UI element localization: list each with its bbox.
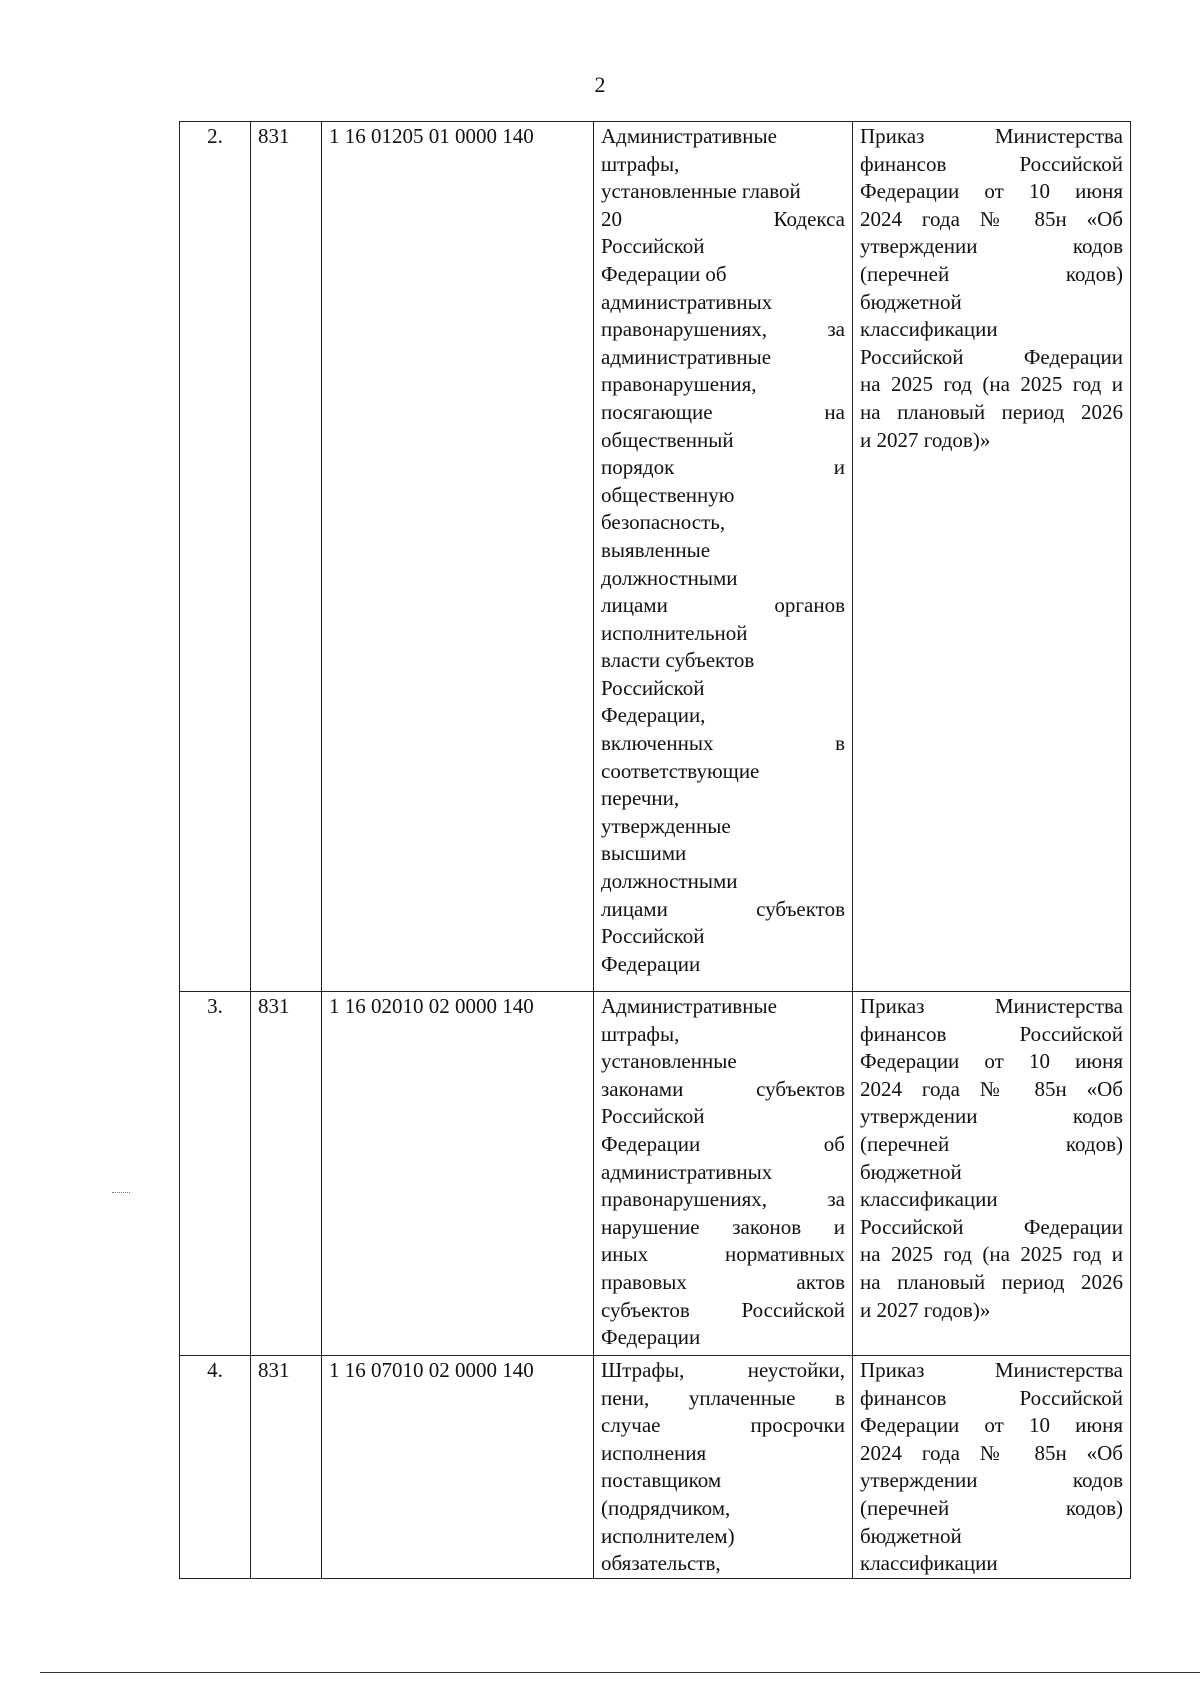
budget-code-cell: 1 16 01205 01 0000 140 — [322, 122, 594, 992]
text-line: исполнителем) — [601, 1523, 735, 1548]
text-line: 20 Кодекса — [601, 206, 845, 231]
text-line: случае просрочки — [601, 1413, 845, 1438]
text-line: 2024 года № 85н «Об — [860, 1440, 1123, 1465]
income-name-cell — [594, 992, 853, 1356]
text-line: Федерации от 10 июня — [860, 1049, 1123, 1074]
text-line: должностными — [601, 869, 738, 894]
text-line: утверждении кодов — [860, 1104, 1123, 1129]
text-line: финансов Российской — [860, 1385, 1123, 1410]
text-line: Российской — [601, 234, 705, 259]
page-number: 2 — [594, 72, 606, 97]
text-line: выявленные — [601, 537, 711, 562]
text-line: на плановый период 2026 — [860, 1269, 1123, 1294]
text-line: Российской Федерации — [860, 344, 1123, 369]
text-line: Российской — [601, 675, 705, 700]
text-line: финансов Российской — [860, 1021, 1123, 1046]
text-line: Приказ Министерства — [860, 1358, 1123, 1382]
bottom-rule — [40, 1672, 1200, 1673]
text-line: правонарушениях, за — [601, 1187, 845, 1212]
text-line: Административные — [601, 124, 777, 148]
text-line: посягающие на — [601, 399, 845, 424]
text-line: поставщиком — [601, 1468, 722, 1493]
text-line: (перечней кодов) — [860, 1131, 1123, 1156]
text-line: соответствующие — [601, 758, 760, 783]
text-line: административные — [601, 344, 772, 369]
row-number-cell: 4. — [180, 1356, 251, 1579]
text-line: исполнительной — [601, 620, 748, 645]
text-line: на 2025 год (на 2025 год и — [860, 1242, 1123, 1267]
table-row — [180, 122, 1131, 992]
text-line: лицами органов — [601, 593, 845, 618]
text-line: утверждении кодов — [860, 1468, 1123, 1493]
text-line: административных — [601, 289, 773, 314]
text-line: Приказ Министерства — [860, 994, 1123, 1018]
text-line: включенных в — [601, 731, 845, 756]
text-line: Российской — [601, 924, 705, 949]
text-line: общественный — [601, 427, 734, 452]
text-line: правонарушения, — [601, 372, 757, 397]
text-line: иных нормативных — [601, 1242, 845, 1267]
admin-code-cell: 831 — [251, 992, 322, 1356]
text-line: Федерации об — [601, 261, 727, 286]
text-line: Федерации об — [601, 1131, 845, 1156]
text-line: 2024 года № 85н «Об — [860, 206, 1123, 231]
text-line: законами субъектов — [601, 1076, 845, 1101]
text-line: Российской Федерации — [860, 1214, 1123, 1239]
text-line: (подрядчиком, — [601, 1495, 731, 1520]
margin-mark — [112, 1192, 130, 1193]
legal-basis-cell — [853, 992, 1131, 1356]
text-line: Российской — [601, 1104, 705, 1129]
text-line: должностными — [601, 565, 738, 590]
text-line: Штрафы, неустойки, — [601, 1358, 845, 1382]
text-line: перечни, — [601, 786, 680, 811]
text-line: и 2027 годов)» — [860, 427, 991, 452]
text-line: финансов Российской — [860, 151, 1123, 176]
text-line: обязательств, — [601, 1551, 721, 1576]
text-line: Федерации — [601, 1325, 701, 1350]
text-line: высшими — [601, 841, 687, 866]
row-number-cell: 2. — [180, 122, 251, 992]
text-line: бюджетной — [860, 1523, 962, 1548]
legal-basis-cell — [853, 1356, 1131, 1579]
text-line: Федерации — [601, 951, 701, 976]
text-line: бюджетной — [860, 289, 962, 314]
text-line: утверждении кодов — [860, 234, 1123, 259]
table-row — [180, 992, 1131, 1356]
text-line: общественную — [601, 482, 735, 507]
text-line: Административные — [601, 994, 777, 1018]
text-line: (перечней кодов) — [860, 261, 1123, 286]
text-line: на 2025 год (на 2025 год и — [860, 372, 1123, 397]
text-line: пени, уплаченные в — [601, 1385, 845, 1410]
text-line: правонарушениях, за — [601, 317, 845, 342]
text-line: Федерации, — [601, 703, 706, 728]
text-line: нарушение законов и — [601, 1214, 845, 1239]
text-line: административных — [601, 1159, 773, 1184]
text-line: безопасность, — [601, 510, 726, 535]
text-line: (перечней кодов) — [860, 1495, 1123, 1520]
legal-basis-cell — [853, 122, 1131, 992]
text-line: правовых актов — [601, 1269, 845, 1294]
income-name-cell — [594, 122, 853, 992]
text-line: власти субъектов — [601, 648, 755, 673]
admin-code-cell: 831 — [251, 1356, 322, 1579]
text-line: классификации — [860, 1187, 998, 1212]
text-line: бюджетной — [860, 1159, 962, 1184]
text-line: классификации — [860, 317, 998, 342]
text-line: штрафы, — [601, 151, 680, 176]
text-line: порядок и — [601, 455, 845, 480]
text-line: 2024 года № 85н «Об — [860, 1076, 1123, 1101]
text-line: установленные — [601, 1049, 737, 1074]
text-line: установленные главой — [601, 179, 801, 204]
text-line: на плановый период 2026 — [860, 399, 1123, 424]
table-row — [180, 1356, 1131, 1579]
text-line: штрафы, — [601, 1021, 680, 1046]
text-line: классификации — [860, 1551, 998, 1576]
text-line: Приказ Министерства — [860, 124, 1123, 148]
budget-code-cell: 1 16 07010 02 0000 140 — [322, 1356, 594, 1579]
text-line: лицами субъектов — [601, 896, 845, 921]
row-number-cell: 3. — [180, 992, 251, 1356]
income-name-cell — [594, 1356, 853, 1579]
admin-code-cell: 831 — [251, 122, 322, 992]
budget-code-cell: 1 16 02010 02 0000 140 — [322, 992, 594, 1356]
text-line: Федерации от 10 июня — [860, 1413, 1123, 1438]
budget-codes-table — [179, 121, 1131, 1579]
text-line: исполнения — [601, 1440, 707, 1465]
text-line: утвержденные — [601, 813, 731, 838]
text-line: Федерации от 10 июня — [860, 179, 1123, 204]
text-line: субъектов Российской — [601, 1297, 845, 1322]
text-line: и 2027 годов)» — [860, 1297, 991, 1322]
